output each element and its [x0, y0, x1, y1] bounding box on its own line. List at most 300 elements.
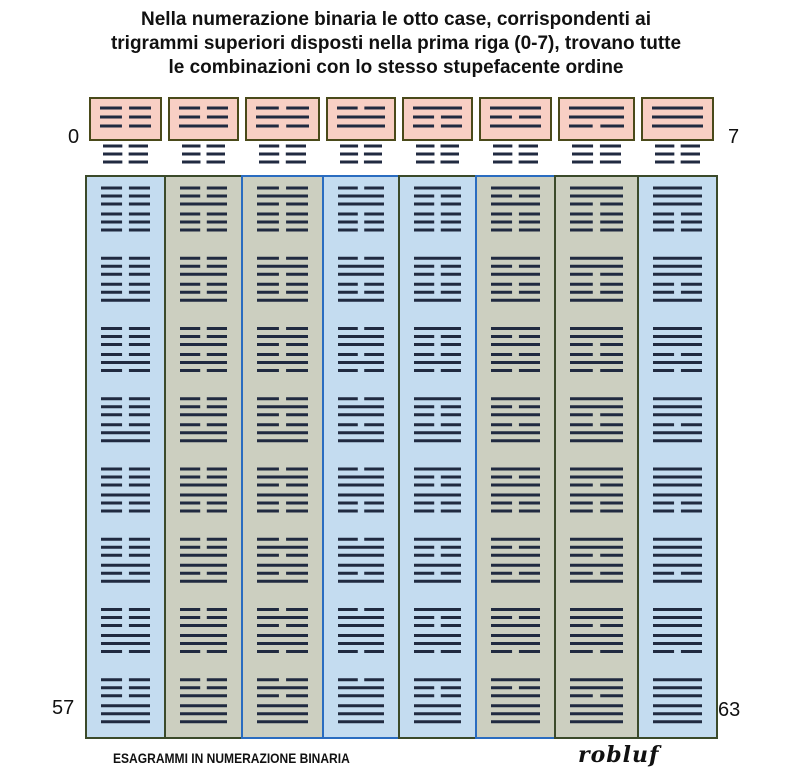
hexagram-47-lower-line2-solid: [653, 580, 702, 583]
hexagram-16-upper-line2-broken-a: [101, 343, 122, 346]
hexagram-63-lower-line2-solid: [653, 720, 702, 723]
hexagram-8-upper-line0-broken-b: [129, 257, 150, 260]
header-trigram-5-line1-broken-b: [519, 116, 541, 119]
hexagram-59-upper-line2-solid: [338, 694, 384, 697]
column-4: [399, 176, 476, 738]
hexagram-35-upper-line2-solid: [338, 484, 384, 487]
hexagram-15-upper-line1-solid: [653, 265, 702, 268]
hexagram-12-upper-line1-broken-b: [441, 265, 461, 268]
hexagram-17-lower-line2-broken-b: [207, 369, 227, 372]
hexagram-47-upper-line2-solid: [653, 554, 702, 557]
hexagram-44-upper-line1-broken-a: [414, 546, 434, 549]
hexagram-41-lower-line2-solid: [180, 580, 227, 583]
hexagram-11-upper-line0-broken-a: [338, 257, 358, 260]
hexagram-56-upper-line0-broken-b: [129, 678, 150, 681]
hexagram-36-lower-line1-broken-b: [441, 502, 461, 505]
hexagram-40-upper-line2-broken-b: [129, 554, 150, 557]
hexagram-21-lower-line1-solid: [491, 361, 540, 364]
header-lower-trigram-6-line1-broken-b: [600, 153, 621, 156]
hexagram-3-upper-line1-solid: [338, 195, 384, 198]
hexagram-42-upper-line0-broken-a: [257, 538, 279, 541]
hexagram-47-upper-line1-solid: [653, 546, 702, 549]
header-trigram-6-line0-solid: [569, 107, 624, 110]
column-7: [638, 176, 717, 738]
header-lower-trigram-7-line2-broken-b: [681, 161, 700, 164]
hexagram-25-upper-line0-broken-a: [180, 397, 200, 400]
column-3: [323, 176, 399, 738]
hexagram-36-upper-line1-broken-a: [414, 476, 434, 479]
hexagram-5-upper-line0-solid: [491, 187, 540, 190]
hexagram-61-upper-line1-broken-a: [491, 686, 512, 689]
hexagram-50-lower-line2-broken-a: [257, 650, 279, 653]
hexagram-56-upper-line1-broken-a: [101, 686, 122, 689]
hexagram-29-lower-line1-solid: [491, 431, 540, 434]
hexagram-30-lower-line2-solid: [570, 439, 623, 442]
hexagram-22-lower-line2-broken-a: [570, 369, 593, 372]
hexagram-43-lower-line0-solid: [338, 564, 384, 567]
hexagram-50-lower-line2-broken-b: [286, 650, 308, 653]
hexagram-61-lower-line0-solid: [491, 704, 540, 707]
hexagram-17-upper-line2-solid: [180, 343, 227, 346]
hexagram-36-upper-line0-solid: [414, 468, 461, 471]
hexagram-59-upper-line0-broken-b: [364, 678, 384, 681]
hexagram-36-lower-line0-solid: [414, 494, 461, 497]
hexagram-57-upper-line2-solid: [180, 694, 227, 697]
footer-caption: ESAGRAMMI IN NUMERAZIONE BINARIA: [113, 750, 350, 766]
hexagram-25-upper-line2-solid: [180, 413, 227, 416]
header-lower-trigram-4-line1-broken-a: [416, 153, 434, 156]
hexagram-0-upper-line2-broken-a: [101, 203, 122, 206]
hexagram-62-lower-line2-solid: [570, 720, 623, 723]
hexagram-62-upper-line2-broken-b: [600, 694, 623, 697]
hexagram-40-upper-line1-broken-b: [129, 546, 150, 549]
hexagram-50-upper-line1-solid: [257, 616, 308, 619]
hexagram-25-upper-line1-broken-a: [180, 405, 200, 408]
hexagram-23-lower-line2-broken-b: [681, 369, 702, 372]
hexagram-51-upper-line0-broken-a: [338, 608, 358, 611]
hexagram-4-lower-line0-broken-b: [441, 213, 461, 216]
hexagram-19-upper-line0-broken-b: [364, 327, 384, 330]
hexagram-27-upper-line1-solid: [338, 405, 384, 408]
hexagram-37-lower-line1-broken-b: [519, 502, 540, 505]
hexagram-0-upper-line2-broken-b: [129, 203, 150, 206]
hexagram-58-lower-line2-solid: [257, 720, 308, 723]
header-lower-trigram-0-line1-broken-a: [103, 153, 122, 156]
hexagram-16-upper-line0-broken-a: [101, 327, 122, 330]
hexagram-43-upper-line2-solid: [338, 554, 384, 557]
hexagram-29-lower-line0-broken-b: [519, 423, 540, 426]
header-trigram-5-line2-solid: [490, 125, 541, 128]
hexagram-18-upper-line0-broken-a: [257, 327, 279, 330]
hexagram-57-upper-line1-broken-a: [180, 686, 200, 689]
hexagram-60-upper-line1-broken-b: [441, 686, 461, 689]
hexagram-11-upper-line2-solid: [338, 273, 384, 276]
hexagram-15-lower-line0-broken-b: [681, 283, 702, 286]
hexagram-38-upper-line0-solid: [570, 468, 623, 471]
hexagram-0-upper-line0-broken-b: [129, 187, 150, 190]
hexagram-38-lower-line0-solid: [570, 494, 623, 497]
hexagram-37-lower-line0-solid: [491, 494, 540, 497]
header-lower-trigram-4-line0-broken-b: [441, 145, 459, 148]
hexagram-44-lower-line1-broken-a: [414, 572, 434, 575]
hexagram-58-upper-line2-broken-a: [257, 694, 279, 697]
hexagram-34-upper-line0-broken-b: [286, 468, 308, 471]
hexagram-43-upper-line1-solid: [338, 546, 384, 549]
hexagram-1-lower-line0-broken-b: [207, 213, 227, 216]
hexagram-23-upper-line1-solid: [653, 335, 702, 338]
header-trigram-7-line2-solid: [652, 125, 703, 128]
hexagram-29-lower-line2-solid: [491, 439, 540, 442]
hexagram-0-lower-line0-broken-b: [129, 213, 150, 216]
header-lower-trigram-5-line0-broken-b: [519, 145, 538, 148]
hexagram-14-upper-line1-solid: [570, 265, 623, 268]
hexagram-15-lower-line2-solid: [653, 299, 702, 302]
hexagram-60-lower-line1-solid: [414, 712, 461, 715]
hexagram-9-upper-line0-broken-b: [207, 257, 227, 260]
hexagram-2-upper-line2-broken-a: [257, 203, 279, 206]
hexagram-61-upper-line1-broken-b: [519, 686, 540, 689]
index-label-57: 57: [52, 697, 75, 719]
hexagram-30-upper-line1-solid: [570, 405, 623, 408]
hexagram-30-upper-line2-broken-a: [570, 413, 593, 416]
hexagram-35-lower-line2-broken-b: [364, 510, 384, 513]
hexagram-34-lower-line2-broken-a: [257, 510, 279, 513]
hexagram-61-upper-line2-solid: [491, 694, 540, 697]
hexagram-26-lower-line0-broken-b: [286, 423, 308, 426]
hexagram-16-lower-line1-solid: [101, 361, 150, 364]
hexagram-62-lower-line0-solid: [570, 704, 623, 707]
hexagram-47-lower-line0-solid: [653, 564, 702, 567]
hexagram-28-upper-line1-broken-a: [414, 405, 434, 408]
hexagram-14-lower-line0-broken-b: [600, 283, 623, 286]
hexagram-33-upper-line1-broken-b: [207, 476, 227, 479]
hexagram-48-upper-line2-broken-b: [129, 624, 150, 627]
hexagram-63-upper-line0-solid: [653, 678, 702, 681]
hexagram-20-lower-line0-broken-a: [414, 353, 434, 356]
hexagram-18-lower-line2-broken-b: [286, 369, 308, 372]
hexagram-55-lower-line0-solid: [653, 634, 702, 637]
hexagram-24-lower-line2-solid: [101, 439, 150, 442]
column-5: [476, 176, 555, 738]
hexagram-62-upper-line2-broken-a: [570, 694, 593, 697]
hexagram-51-lower-line0-solid: [338, 634, 384, 637]
hexagram-50-lower-line0-solid: [257, 634, 308, 637]
hexagram-36-upper-line2-broken-a: [414, 484, 434, 487]
hexagram-43-lower-line1-broken-a: [338, 572, 358, 575]
header-lower-trigram-2-line2-broken-a: [259, 161, 279, 164]
header-lower-trigram-4-line2-broken-b: [441, 161, 459, 164]
hexagram-14-upper-line2-broken-a: [570, 273, 593, 276]
hexagram-13-upper-line2-solid: [491, 273, 540, 276]
hexagram-42-upper-line1-solid: [257, 546, 308, 549]
header-lower-trigram-6-line2-broken-a: [572, 161, 593, 164]
header-box-7: [642, 98, 713, 140]
hexagram-38-upper-line2-broken-b: [600, 484, 623, 487]
hexagram-41-lower-line1-broken-a: [180, 572, 200, 575]
header-lower-trigram-7-line0-broken-a: [655, 145, 674, 148]
hexagram-19-lower-line0-broken-a: [338, 353, 358, 356]
hexagram-7-upper-line0-solid: [653, 187, 702, 190]
hexagram-42-lower-line2-solid: [257, 580, 308, 583]
hexagram-10-upper-line0-broken-a: [257, 257, 279, 260]
hexagram-61-upper-line0-solid: [491, 678, 540, 681]
hexagram-0-upper-line1-broken-b: [129, 195, 150, 198]
hexagram-33-upper-line1-broken-a: [180, 476, 200, 479]
hexagram-59-lower-line2-solid: [338, 720, 384, 723]
hexagram-58-lower-line1-solid: [257, 712, 308, 715]
hexagram-25-lower-line0-broken-b: [207, 423, 227, 426]
header-lower-trigram-3-line1-broken-b: [364, 153, 382, 156]
hexagram-7-upper-line1-solid: [653, 195, 702, 198]
hexagram-7-upper-line2-solid: [653, 203, 702, 206]
hexagram-31-lower-line1-solid: [653, 431, 702, 434]
hexagram-31-lower-line2-solid: [653, 439, 702, 442]
hexagram-31-lower-line0-broken-a: [653, 423, 674, 426]
hexagram-21-upper-line1-broken-b: [519, 335, 540, 338]
hexagram-53-lower-line0-solid: [491, 634, 540, 637]
hexagram-60-upper-line2-broken-b: [441, 694, 461, 697]
hexagram-16-upper-line1-broken-b: [129, 335, 150, 338]
hexagram-19-lower-line2-broken-a: [338, 369, 358, 372]
hexagram-51-upper-line1-solid: [338, 616, 384, 619]
hexagram-38-lower-line2-broken-a: [570, 510, 593, 513]
hexagram-36-upper-line1-broken-b: [441, 476, 461, 479]
hexagram-52-upper-line2-broken-a: [414, 624, 434, 627]
hexagram-10-lower-line0-broken-a: [257, 283, 279, 286]
hexagram-21-lower-line0-broken-b: [519, 353, 540, 356]
hexagram-24-lower-line0-broken-b: [129, 423, 150, 426]
hexagram-23-lower-line2-broken-a: [653, 369, 674, 372]
hexagram-17-lower-line1-solid: [180, 361, 227, 364]
hexagram-63-upper-line2-solid: [653, 694, 702, 697]
header-trigram-4-line0-solid: [413, 107, 462, 110]
hexagram-39-lower-line2-broken-b: [681, 510, 702, 513]
hexagram-26-lower-line2-solid: [257, 439, 308, 442]
header-trigram-0-line2-broken-b: [129, 125, 151, 128]
hexagram-0-lower-line1-broken-b: [129, 221, 150, 224]
hexagram-50-upper-line2-broken-b: [286, 624, 308, 627]
hexagram-4-upper-line0-solid: [414, 187, 461, 190]
hexagram-6-upper-line0-solid: [570, 187, 623, 190]
hexagram-37-lower-line2-broken-a: [491, 510, 512, 513]
hexagram-60-lower-line0-solid: [414, 704, 461, 707]
hexagram-27-lower-line0-broken-a: [338, 423, 358, 426]
hexagram-43-upper-line0-broken-b: [364, 538, 384, 541]
hexagram-3-upper-line2-solid: [338, 203, 384, 206]
hexagram-43-upper-line0-broken-a: [338, 538, 358, 541]
hexagram-14-lower-line1-broken-a: [570, 291, 593, 294]
header-trigram-3-line0-broken-b: [364, 107, 385, 110]
hexagram-25-upper-line0-broken-b: [207, 397, 227, 400]
index-label-63: 63: [718, 699, 741, 721]
hexagram-6-lower-line0-broken-a: [570, 213, 593, 216]
hexagram-10-lower-line1-broken-a: [257, 291, 279, 294]
header-lower-trigram-1-line1-broken-b: [207, 153, 225, 156]
hexagram-35-upper-line1-solid: [338, 476, 384, 479]
hexagram-1-upper-line1-broken-a: [180, 195, 200, 198]
hexagram-44-lower-line2-solid: [414, 580, 461, 583]
hexagram-49-lower-line0-solid: [180, 634, 227, 637]
hexagram-47-upper-line0-solid: [653, 538, 702, 541]
hexagram-34-lower-line1-broken-a: [257, 502, 279, 505]
hexagram-44-lower-line0-solid: [414, 564, 461, 567]
header-lower-trigram-7-line1-broken-a: [655, 153, 674, 156]
hexagram-28-lower-line1-solid: [414, 431, 461, 434]
hexagram-3-lower-line2-broken-b: [364, 229, 384, 232]
hexagram-10-lower-line0-broken-b: [286, 283, 308, 286]
hexagram-53-upper-line1-broken-a: [491, 616, 512, 619]
hexagram-12-lower-line1-broken-a: [414, 291, 434, 294]
hexagram-42-upper-line0-broken-b: [286, 538, 308, 541]
hexagram-48-lower-line2-broken-b: [129, 650, 150, 653]
hexagram-22-lower-line1-solid: [570, 361, 623, 364]
hexagram-50-upper-line0-broken-a: [257, 608, 279, 611]
hexagram-10-upper-line2-broken-b: [286, 273, 308, 276]
hexagram-12-lower-line1-broken-b: [441, 291, 461, 294]
hexagram-18-lower-line1-solid: [257, 361, 308, 364]
hexagram-7-lower-line1-broken-a: [653, 221, 674, 224]
hexagram-37-lower-line1-broken-a: [491, 502, 512, 505]
hexagram-15-lower-line1-broken-b: [681, 291, 702, 294]
hexagram-54-upper-line1-solid: [570, 616, 623, 619]
hexagram-6-lower-line1-broken-a: [570, 221, 593, 224]
hexagram-30-lower-line0-broken-a: [570, 423, 593, 426]
hexagram-8-lower-line2-solid: [101, 299, 150, 302]
hexagram-28-upper-line0-solid: [414, 397, 461, 400]
hexagram-60-upper-line2-broken-a: [414, 694, 434, 697]
hexagram-59-upper-line0-broken-a: [338, 678, 358, 681]
header-trigram-0-line0-broken-a: [100, 107, 122, 110]
hexagram-45-lower-line2-solid: [491, 580, 540, 583]
hexagram-13-lower-line2-solid: [491, 299, 540, 302]
hexagram-12-lower-line2-solid: [414, 299, 461, 302]
hexagram-41-lower-line1-broken-b: [207, 572, 227, 575]
header-lower-trigram-5-line1-broken-a: [493, 153, 512, 156]
hexagram-8-upper-line0-broken-a: [101, 257, 122, 260]
hexagram-60-upper-line1-broken-a: [414, 686, 434, 689]
hexagram-2-lower-line2-broken-b: [286, 229, 308, 232]
hexagram-49-upper-line0-broken-a: [180, 608, 200, 611]
hexagram-6-upper-line1-solid: [570, 195, 623, 198]
header-lower-trigram-1-line0-broken-b: [207, 145, 225, 148]
hexagram-62-lower-line1-solid: [570, 712, 623, 715]
hexagram-5-lower-line2-broken-a: [491, 229, 512, 232]
header-lower-trigram-0-line0-broken-b: [129, 145, 148, 148]
hexagram-40-lower-line1-broken-b: [129, 572, 150, 575]
hexagram-28-upper-line2-broken-b: [441, 413, 461, 416]
hexagram-45-lower-line0-solid: [491, 564, 540, 567]
hexagram-16-upper-line2-broken-b: [129, 343, 150, 346]
hexagram-11-upper-line1-solid: [338, 265, 384, 268]
hexagram-35-lower-line1-broken-a: [338, 502, 358, 505]
header-trigram-6-line2-broken-b: [600, 125, 624, 128]
hexagram-12-upper-line2-broken-a: [414, 273, 434, 276]
hexagram-23-upper-line2-solid: [653, 343, 702, 346]
hexagram-35-lower-line2-broken-a: [338, 510, 358, 513]
hexagram-32-upper-line2-broken-a: [101, 484, 122, 487]
hexagram-42-lower-line1-broken-b: [286, 572, 308, 575]
hexagram-4-lower-line2-broken-b: [441, 229, 461, 232]
hexagram-36-lower-line2-broken-a: [414, 510, 434, 513]
hexagram-22-lower-line2-broken-b: [600, 369, 623, 372]
hexagram-7-lower-line2-broken-b: [681, 229, 702, 232]
hexagram-3-upper-line0-broken-b: [364, 187, 384, 190]
hexagram-26-upper-line1-solid: [257, 405, 308, 408]
hexagram-21-lower-line2-broken-b: [519, 369, 540, 372]
hexagram-23-upper-line0-solid: [653, 327, 702, 330]
hexagram-51-upper-line2-solid: [338, 624, 384, 627]
hexagram-27-upper-line0-broken-a: [338, 397, 358, 400]
hexagram-14-lower-line2-solid: [570, 299, 623, 302]
hexagram-59-lower-line0-solid: [338, 704, 384, 707]
hexagram-33-lower-line1-broken-a: [180, 502, 200, 505]
hexagram-8-lower-line1-broken-a: [101, 291, 122, 294]
hexagram-13-upper-line1-broken-a: [491, 265, 512, 268]
header-lower-trigram-4-line1-broken-b: [441, 153, 459, 156]
hexagram-24-upper-line0-broken-a: [101, 397, 122, 400]
hexagram-49-upper-line1-broken-b: [207, 616, 227, 619]
hexagram-29-upper-line2-solid: [491, 413, 540, 416]
header-lower-trigram-6-line0-broken-b: [600, 145, 621, 148]
hexagram-8-lower-line0-broken-a: [101, 283, 122, 286]
hexagram-2-lower-line2-broken-a: [257, 229, 279, 232]
hexagram-43-lower-line2-solid: [338, 580, 384, 583]
hexagram-12-upper-line1-broken-a: [414, 265, 434, 268]
hexagram-8-upper-line1-broken-b: [129, 265, 150, 268]
hexagram-49-lower-line1-solid: [180, 642, 227, 645]
header-lower-trigram-2-line0-broken-a: [259, 145, 279, 148]
hexagram-39-upper-line0-solid: [653, 468, 702, 471]
hexagram-14-upper-line2-broken-b: [600, 273, 623, 276]
hexagram-2-lower-line1-broken-b: [286, 221, 308, 224]
hexagram-13-upper-line0-solid: [491, 257, 540, 260]
hexagram-46-lower-line0-solid: [570, 564, 623, 567]
header-lower-trigram-3-line2-broken-a: [340, 161, 358, 164]
hexagram-55-lower-line2-broken-b: [681, 650, 702, 653]
hexagram-47-lower-line1-broken-a: [653, 572, 674, 575]
header-lower-trigram-1-line0-broken-a: [182, 145, 200, 148]
hexagram-44-upper-line2-broken-b: [441, 554, 461, 557]
hexagram-4-upper-line1-broken-a: [414, 195, 434, 198]
hexagram-1-lower-line2-broken-b: [207, 229, 227, 232]
hexagram-55-lower-line1-solid: [653, 642, 702, 645]
hexagram-55-upper-line2-solid: [653, 624, 702, 627]
hexagram-32-upper-line2-broken-b: [129, 484, 150, 487]
hexagram-9-upper-line2-solid: [180, 273, 227, 276]
hexagram-18-lower-line0-broken-b: [286, 353, 308, 356]
hexagram-35-lower-line1-broken-b: [364, 502, 384, 505]
hexagram-1-lower-line1-broken-a: [180, 221, 200, 224]
hexagram-26-upper-line2-broken-b: [286, 413, 308, 416]
hexagram-34-upper-line0-broken-a: [257, 468, 279, 471]
hexagram-46-upper-line0-solid: [570, 538, 623, 541]
hexagram-5-upper-line1-broken-a: [491, 195, 512, 198]
hexagram-20-upper-line1-broken-a: [414, 335, 434, 338]
hexagram-13-lower-line1-broken-b: [519, 291, 540, 294]
hexagram-32-lower-line1-broken-b: [129, 502, 150, 505]
hexagram-7-lower-line0-broken-a: [653, 213, 674, 216]
hexagram-3-upper-line0-broken-a: [338, 187, 358, 190]
hexagram-63-lower-line0-solid: [653, 704, 702, 707]
hexagram-22-upper-line0-solid: [570, 327, 623, 330]
header-lower-trigram-2-line2-broken-b: [286, 161, 306, 164]
hexagram-36-upper-line2-broken-b: [441, 484, 461, 487]
header-lower-trigram-0-line0-broken-a: [103, 145, 122, 148]
header-lower-trigram-2-line1-broken-a: [259, 153, 279, 156]
hexagram-5-lower-line1-broken-b: [519, 221, 540, 224]
hexagram-46-upper-line2-broken-b: [600, 554, 623, 557]
hexagram-15-lower-line0-broken-a: [653, 283, 674, 286]
